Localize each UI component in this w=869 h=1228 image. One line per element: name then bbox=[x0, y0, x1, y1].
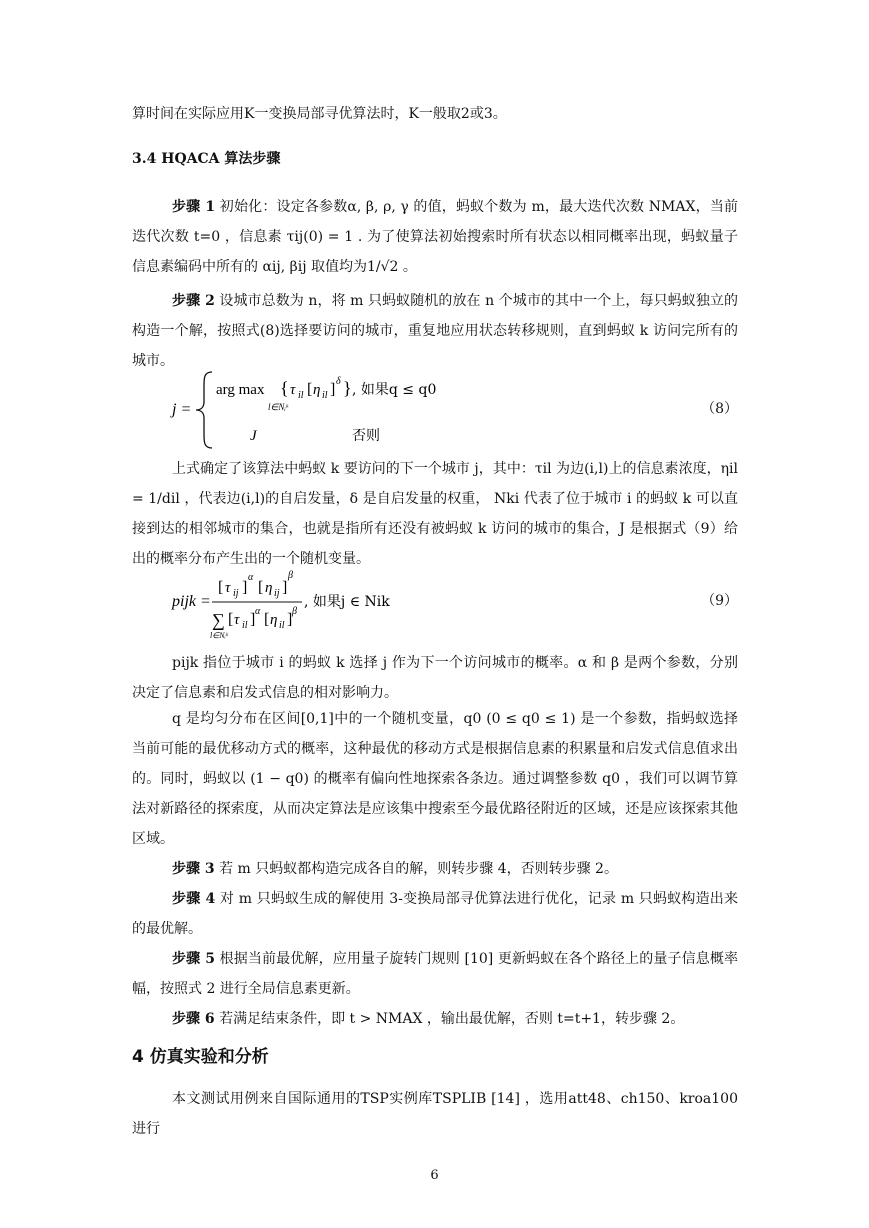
step-1-paragraph bbox=[132, 192, 738, 282]
eq8-tau: τ bbox=[290, 382, 296, 398]
eq8-bracket-close: ] bbox=[330, 381, 336, 398]
eq8-tau-sub: il bbox=[298, 390, 304, 401]
page-number: 6 bbox=[430, 1168, 439, 1183]
step-2-text: 设城市总数为 n，将 m 只蚂蚁随机的放在 n 个城市的其中一个上，每只蚂蚁独立的构造一个解，按照式(8)选择要访问的城市，重复地应用状态转移规则，直到蚂蚁 k 访问完所有的城市。 bbox=[132, 293, 738, 369]
step-6-text: 若满足结束条件，即 t > NMAX ，输出最优解，否则 t=t+1，转步骤 2。 bbox=[219, 1011, 685, 1027]
eq9-den-bracket3: [ bbox=[264, 611, 270, 628]
eq9-num-alpha: α bbox=[248, 572, 254, 583]
eq9-num-bracket3: [ bbox=[258, 579, 264, 596]
step-5-paragraph bbox=[132, 944, 738, 1004]
eq9-num-bracket2: ] bbox=[242, 579, 248, 596]
equation-8-explanation: 上式确定了该算法中蚂蚁 k 要访问的下一个城市 j，其中：τil 为边(i,l)上的信息素浓度，ηil = 1/dil ，代表边(i,l)的自启发量，δ 是自启发量的权重， Nki 代表了位于城市 i 的蚂蚁 k 可以直接到达的相邻城市的集合，也就是指所有还没有被蚂蚁 k 访问的城市的集合，J 是根据式（9）给出的概率分布产生出的一个随机变量。 bbox=[132, 461, 738, 567]
eq8-delta: δ bbox=[336, 376, 341, 387]
paragraph-intro: 算时间在实际应用K一变换局部寻优算法时，K一般取2或3。 bbox=[132, 106, 507, 122]
eq9-num-eta-sub: ij bbox=[274, 588, 280, 599]
step-4-text: 对 m 只蚂蚁生成的解使用 3-变换局部寻优算法进行优化，记录 m 只蚂蚁构造出来的最优解。 bbox=[132, 891, 739, 937]
eq9-den-alpha: α bbox=[255, 606, 261, 617]
equation-9 bbox=[132, 566, 738, 642]
equation-8-graphic bbox=[132, 368, 738, 452]
eq9-num-beta: β bbox=[288, 570, 293, 581]
equation-8-number: （8） bbox=[701, 401, 738, 417]
section-heading-4: 4 仿真实验和分析 bbox=[132, 1047, 269, 1067]
step-6-paragraph bbox=[132, 1004, 738, 1034]
eq8-row1: arg max bbox=[216, 382, 265, 398]
eq9-cond: , 如果j ∈ Nik bbox=[304, 594, 390, 610]
eq8-eta-sub: il bbox=[322, 390, 328, 401]
eq8-cond1: , 如果q ≤ q0 bbox=[352, 382, 437, 398]
eq9-den-eta-sub: il bbox=[279, 620, 285, 631]
step-2-label: 步骤 2 bbox=[172, 293, 215, 309]
step-1-text: 初始化：设定各参数α, β, ρ, γ 的值，蚂蚁个数为 m，最大迭代次数 NMAX，当前迭代次数 t=0 ，信息素 τij(0) = 1 . 为了使算法初始搜索时所有状态以相同概率出现，蚂蚁量子信息素编码中所有的 αij, βij 取值均为1/√2 。 bbox=[132, 199, 738, 275]
eq9-num-tau: τ bbox=[225, 580, 231, 596]
section-heading-3-4: 3.4 HQACA 算法步骤 bbox=[132, 151, 281, 167]
eq9-num-tau-sub: ij bbox=[233, 588, 239, 599]
eq9-den-sum: ∑ bbox=[212, 610, 225, 630]
section-4-intro: 本文测试用例来自国际通用的TSP实例库TSPLIB [14] ，选用att48、ch150、kroa100进行 bbox=[132, 1091, 738, 1137]
eq8-eta: η bbox=[313, 382, 321, 398]
step-3-label: 步骤 3 bbox=[172, 861, 215, 877]
step-5-text: 根据当前最优解，应用量子旋转门规则 [10] 更新蚂蚁在各个路径上的量子信息概率幅，按照式 2 进行全局信息素更新。 bbox=[132, 951, 739, 997]
eq8-under: l∈Nᵢᵏ bbox=[268, 402, 289, 412]
eq8-brace-close: } bbox=[343, 378, 352, 398]
eq9-num-bracket1: [ bbox=[218, 579, 224, 596]
step-1-label: 步骤 1 bbox=[172, 199, 216, 215]
step-3-text: 若 m 只蚂蚁都构造完成各自的解，则转步骤 4，否则转步骤 2。 bbox=[219, 861, 618, 877]
step-3-paragraph bbox=[132, 854, 738, 884]
step-2-paragraph bbox=[132, 286, 738, 376]
step-5-label: 步骤 5 bbox=[172, 951, 216, 967]
equation-9-graphic bbox=[132, 566, 738, 642]
q-parameter-paragraph: q 是均匀分布在区间[0,1]中的一个随机变量，q0 (0 ≤ q0 ≤ 1) 是一个参数，指蚂蚁选择当前可能的最优移动方式的概率，这种最优的移动方式是根据信息素的积累量和启发式信息值求出的。同时，蚂蚁以 (1 − q0) 的概率有偏向性地探索各条边。通过调整参数 q0 ，我们可以调节算法对新路径的探索度，从而决定算法是应该集中搜索至今最优路径附近的区域，还是应该探索其他区域。 bbox=[132, 711, 738, 847]
eq8-brace bbox=[196, 372, 212, 448]
equation-9-number: （9） bbox=[701, 593, 738, 609]
eq9-num-eta: η bbox=[265, 580, 273, 596]
equation-8 bbox=[132, 368, 738, 452]
eq9-num-bracket4: ] bbox=[282, 579, 288, 596]
eq9-den-bracket2: ] bbox=[250, 611, 256, 628]
step-4-paragraph bbox=[132, 884, 738, 944]
eq9-den-bracket4: ] bbox=[287, 611, 293, 628]
eq9-den-tau-sub: il bbox=[242, 620, 248, 631]
eq9-den-beta: β bbox=[292, 606, 297, 617]
equation-9-explanation: pijk 指位于城市 i 的蚂蚁 k 选择 j 作为下一个访问城市的概率。α 和 β 是两个参数，分别决定了信息素和启发式信息的相对影响力。 bbox=[132, 655, 738, 701]
eq8-bracket-open: [ bbox=[307, 381, 313, 398]
eq8-lhs: j = bbox=[172, 401, 192, 418]
eq9-den-bracket1: [ bbox=[228, 611, 234, 628]
step-6-label: 步骤 6 bbox=[172, 1011, 215, 1027]
eq8-brace-open: { bbox=[280, 378, 289, 398]
eq9-den-eta: η bbox=[270, 612, 278, 628]
eq9-den-tau: τ bbox=[234, 612, 240, 628]
eq8-cond2: 否则 bbox=[352, 428, 380, 444]
eq9-lhs: pijk = bbox=[172, 593, 211, 610]
step-4-label: 步骤 4 bbox=[172, 891, 216, 907]
eq9-den-under: l∈Nᵢᵏ bbox=[210, 631, 229, 640]
eq8-row2: J bbox=[250, 428, 257, 444]
